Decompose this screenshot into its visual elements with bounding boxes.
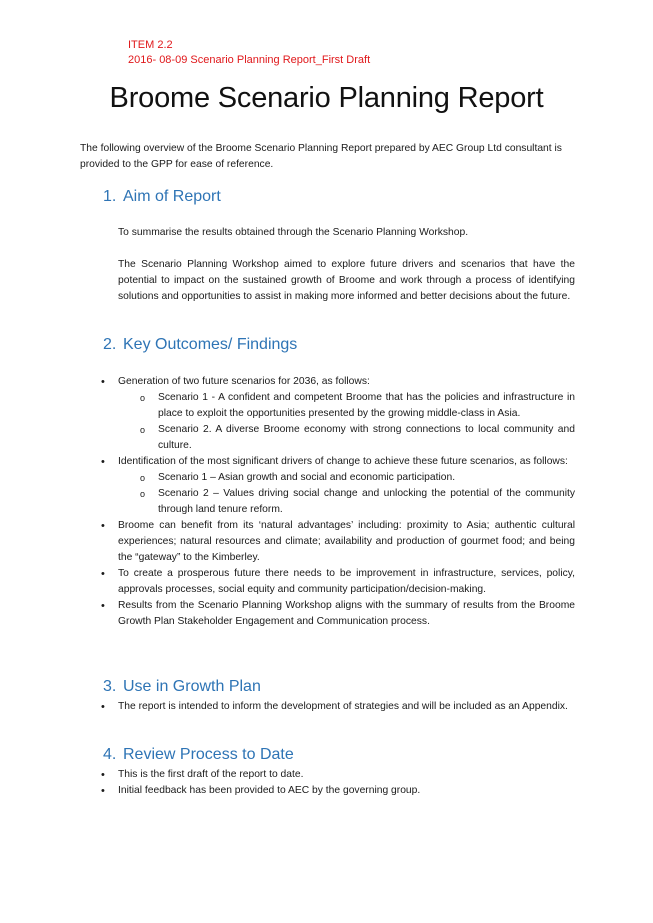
use-in-growth-plan-list: [100, 699, 575, 715]
sub-list-item: o Scenario 1 - A confident and competent Broome that has the policies and infrastructure in place to exploit the opportunities presented by the growing middle-class in Asia.: [118, 390, 575, 422]
review-process-list: [100, 767, 575, 799]
sub-list-item: o Scenario 1 – Asian growth and social and economic participation.: [118, 470, 575, 486]
aim-paragraph-1: To summarise the results obtained through the Scenario Planning Workshop.: [118, 227, 469, 238]
section-title: Key Outcomes/ Findings: [123, 336, 298, 353]
section-heading-aim: [103, 187, 221, 207]
document-title: Broome Scenario Planning Report: [109, 82, 544, 114]
section-heading-review-process: [103, 745, 294, 765]
section-heading-key-outcomes: [103, 335, 297, 355]
section-number: 1.: [103, 188, 117, 205]
aim-paragraph-2: The Scenario Planning Workshop aimed to explore future drivers and scenarios that have the potential to impact on the sustained growth of Broome and work through a process of identifying solutions and opportunities to assist in making more informed and better decisions about the future.: [118, 259, 575, 302]
section-title: Review Process to Date: [123, 746, 294, 763]
list-item: • To create a prosperous future there needs to be improvement in infrastructure, services, policy, approvals processes, social equity and community participation/decision-making.: [100, 566, 575, 598]
draft-label: 2016- 08-09 Scenario Planning Report_First Draft: [128, 54, 371, 66]
sub-list: [118, 390, 575, 454]
bullet-text: Generation of two future scenarios for 2036, as follows:: [118, 376, 370, 387]
list-item: • Results from the Scenario Planning Workshop aligns with the summary of results from the Broome Growth Plan Stakeholder Engagement and Communication process.: [100, 598, 575, 630]
section-heading-use-in-growth-plan: [103, 677, 261, 697]
sub-list-item: o Scenario 2 – Values driving social change and unlocking the potential of the community through land tenure reform.: [118, 486, 575, 518]
section-number: 4.: [103, 746, 117, 763]
bullet-text: Identification of the most significant drivers of change to achieve these future scenarios, as follows:: [118, 456, 568, 467]
list-item: [100, 454, 575, 518]
list-item: • Initial feedback has been provided to AEC by the governing group.: [100, 783, 575, 799]
section-title: Aim of Report: [123, 188, 221, 205]
sub-list-item: o Scenario 2. A diverse Broome economy with strong connections to local community and culture.: [118, 422, 575, 454]
item-header: [128, 38, 370, 68]
sub-list: [118, 470, 575, 518]
list-item: [100, 374, 575, 454]
key-outcomes-list: [100, 374, 575, 630]
section-title: Use in Growth Plan: [123, 678, 261, 695]
list-item: • This is the first draft of the report to date.: [100, 767, 575, 783]
section-number: 2.: [103, 336, 117, 353]
intro-paragraph: The following overview of the Broome Scenario Planning Report prepared by AEC Group Ltd consultant is provided to the GPP for ease of reference.: [80, 143, 562, 170]
list-item: • Broome can benefit from its ‘natural advantages’ including: proximity to Asia; authentic cultural experiences; natural resources and climate; availability and production of gourmet food; and being the “gateway” to the Kimberley.: [100, 518, 575, 566]
list-item: • The report is intended to inform the development of strategies and will be included as an Appendix.: [100, 699, 575, 715]
item-number: ITEM 2.2: [128, 39, 173, 51]
section-number: 3.: [103, 678, 117, 695]
